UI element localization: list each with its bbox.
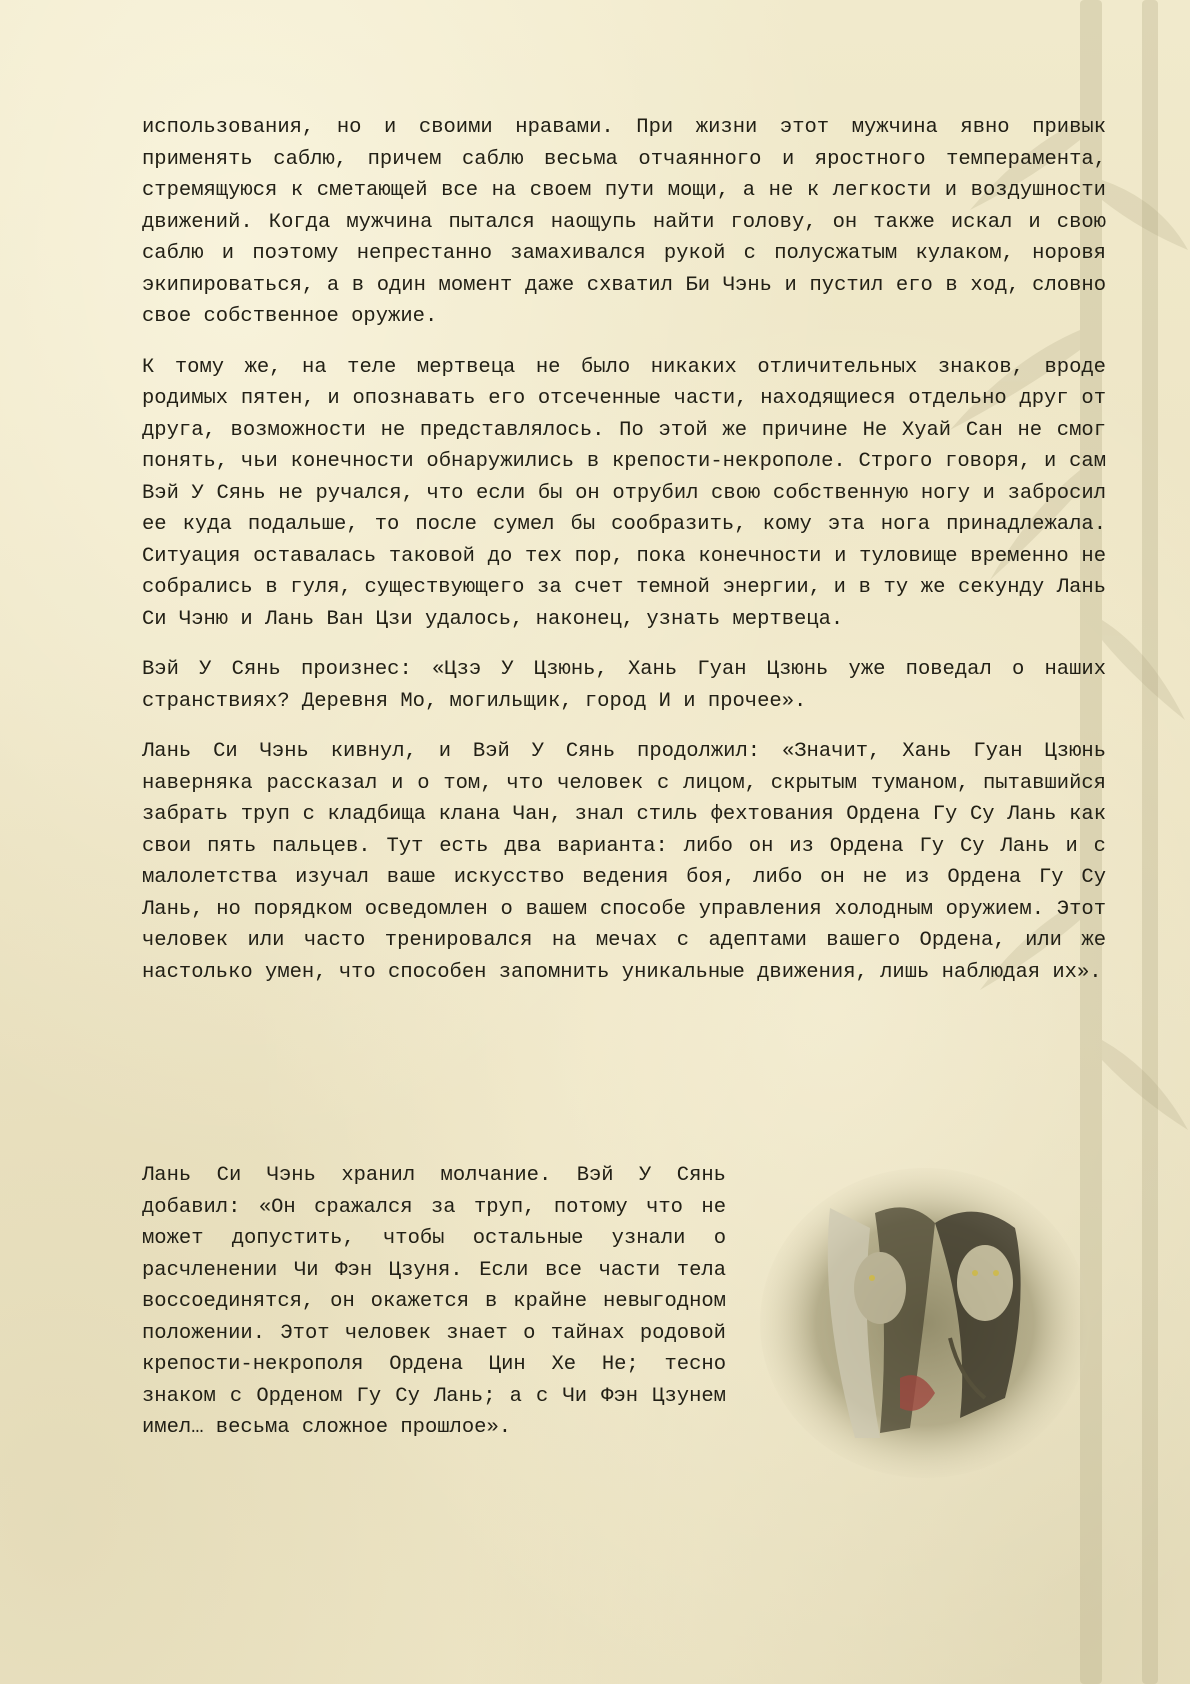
paragraph-2: К тому же, на теле мертвеца не было никаких отличительных знаков, вроде родимых пятен, и опознавать его отсеченные части, находящиеся отдельно друг от друга, возможности не представлялось. По этой же причине Не Хуай Сан не смог понять, чьи конечности обнаружились в крепости-некрополе. Строго говоря, и сам Вэй У Сянь не ручался, что если бы он отрубил свою собственную ногу и забросил ее куда подальше, то после сумел бы сообразить, кому эта нога принадлежала. Ситуация оставалась таковой до тех пор, пока конечности и туловище временно не собрались в гуля, существующего за счет темной энергии, и в ту же секунду Лань Си Чэню и Лань Ван Цзи удалось, наконец, узнать мертвеца.: [142, 355, 1106, 631]
final-text-block: [142, 1160, 726, 1444]
main-text: [142, 112, 1106, 1007]
paragraph-5: Лань Си Чэнь хранил молчание. Вэй У Сянь добавил: «Он сражался за труп, потому что не может допустить, чтобы остальные узнали о расчленении Чи Фэн Цзуня. Если все части тела воссоединятся, он окажется в крайне невыгодном положении. Этот человек знает о тайнах родовой крепости-некрополя Ордена Цин Хе Не; тесно знаком с Орденом Гу Су Лань; а с Чи Фэн Цзунем имел… весьма сложное прошлое».: [142, 1164, 726, 1439]
paragraph-1: использования, но и своими нравами. При жизни этот мужчина явно привык применять саблю, причем саблю весьма отчаянного и яростного темперамента, стремящуюся к сметающей все на своем пути мощи, а не к легкости и воздушности движений. Когда мужчина пытался наощупь найти голову, он также искал и свою саблю и поэтому непрестанно замахивался рукой с полусжатым кулаком, норовя экипироваться, а в один момент даже схватил Би Чэнь и пустил его в ход, словно свое собственное оружие.: [142, 116, 1106, 328]
paragraph-3: Вэй У Сянь произнес: «Цзэ У Цзюнь, Хань Гуан Цзюнь уже поведал о наших странствиях? Деревня Мо, могильщик, город И и прочее».: [142, 658, 1106, 713]
paragraph-4: Лань Си Чэнь кивнул, и Вэй У Сянь продолжил: «Значит, Хань Гуан Цзюнь наверняка рассказал и о том, что человек с лицом, скрытым туманом, пытавшийся забрать труп с кладбища клана Чан, знал стиль фехтования Ордена Гу Су Лань как свои пять пальцев. Тут есть два варианта: либо он из Ордена Гу Су Лань и с малолетства изучал ваше искусство ведения боя, либо он не из Ордена Гу Су Лань, но порядком осведомлен о вашем способе управления холодным оружием. Этот человек или часто тренировался на мечах с адептами вашего Ордена, или же настолько умен, что способен запомнить уникальные движения, лишь наблюдая их».: [142, 740, 1106, 984]
illustration-image: [760, 1168, 1090, 1478]
